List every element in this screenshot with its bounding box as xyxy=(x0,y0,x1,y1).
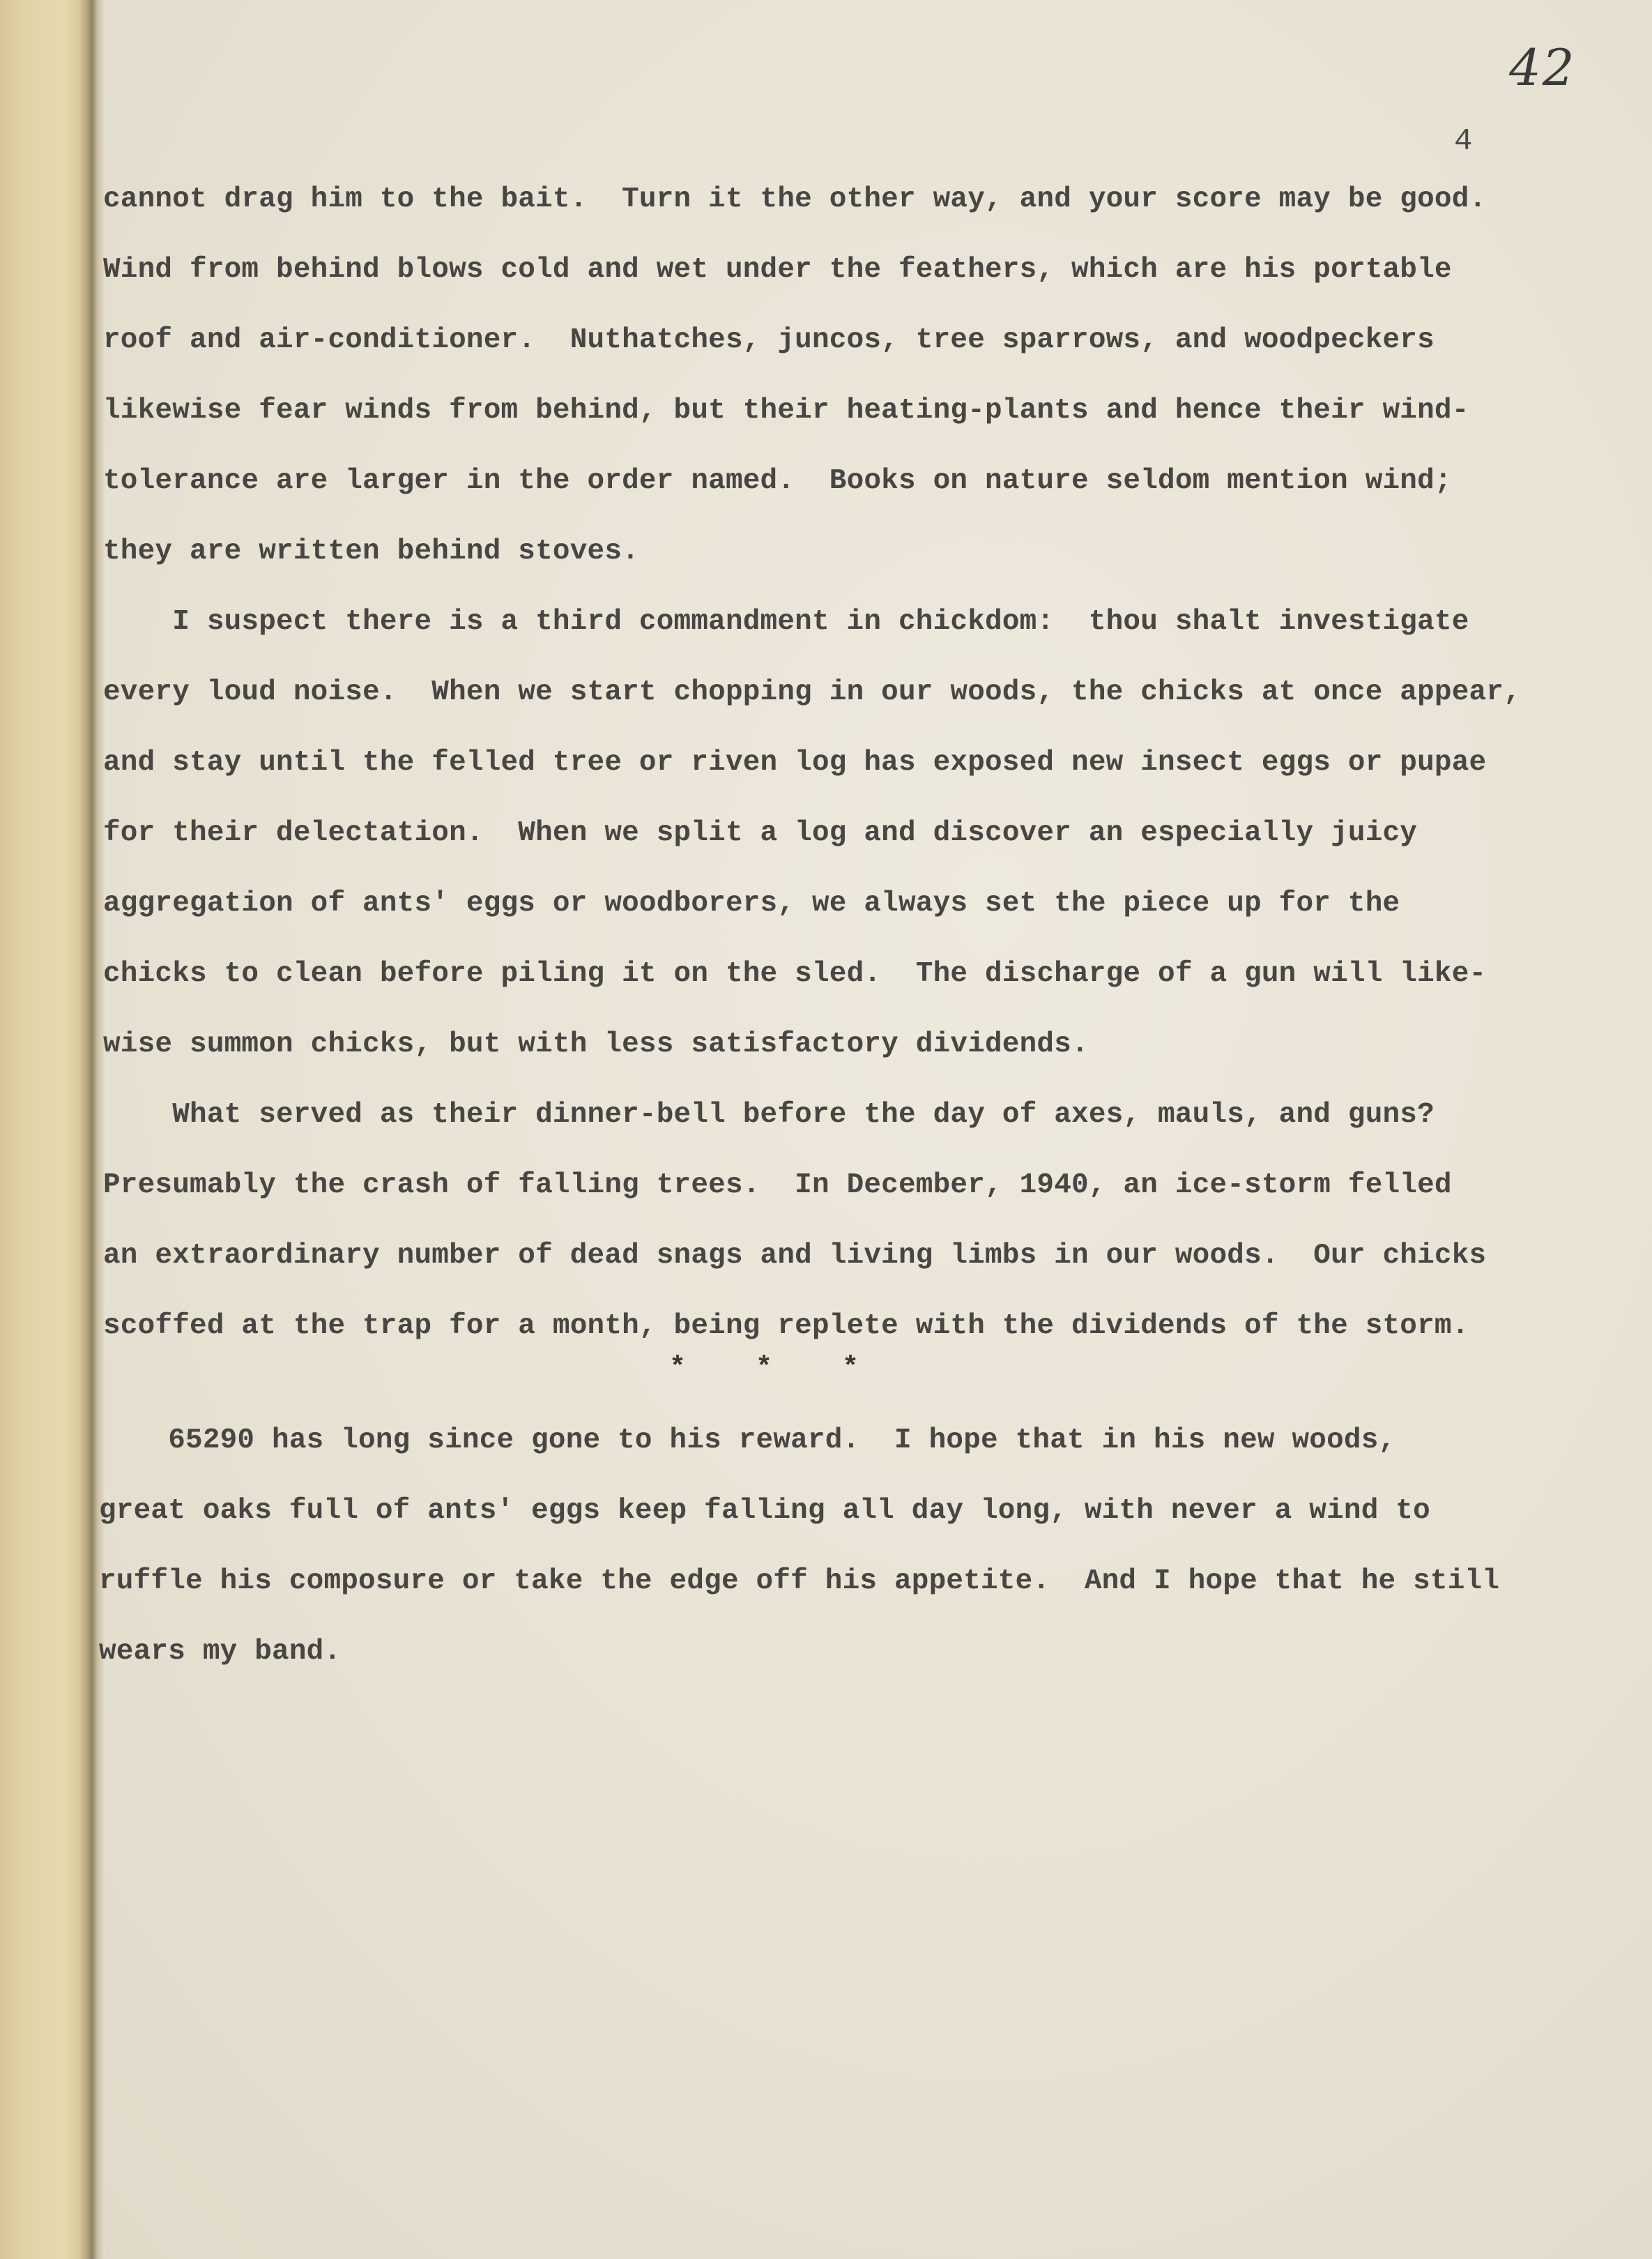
handwritten-page-number: 42 xyxy=(1509,38,1576,97)
text-line: I suspect there is a third commandment in chickdom: thou shalt investigate xyxy=(103,606,1469,638)
text-line: ruffle his composure or take the edge off his appetite. And I hope that he still xyxy=(99,1565,1500,1597)
paragraph-1 xyxy=(103,165,1602,587)
text-line: for their delectation. When we split a log and discover an especially juicy xyxy=(103,817,1418,849)
text-line: and stay until the felled tree or riven log has exposed new insect eggs or pupae xyxy=(103,747,1487,779)
text-line: wise summon chicks, but with less satisfactory dividends. xyxy=(103,1028,1089,1060)
closing-paragraph xyxy=(99,1406,1598,1687)
text-line: wears my band. xyxy=(99,1636,342,1668)
text-line: scoffed at the trap for a month, being replete with the dividends of the storm. xyxy=(103,1310,1469,1342)
typed-page-number: 4 xyxy=(1454,124,1473,159)
text-line: great oaks full of ants' eggs keep falling all day long, with never a wind to xyxy=(99,1495,1430,1527)
text-line: 65290 has long since gone to his reward. I hope that in his new woods, xyxy=(99,1424,1396,1456)
text-line: tolerance are larger in the order named. Books on nature seldom mention wind; xyxy=(103,465,1452,497)
text-line: likewise fear winds from behind, but their heating-plants and hence their wind- xyxy=(103,395,1469,427)
text-line: they are written behind stoves. xyxy=(103,535,639,568)
text-line: roof and air-conditioner. Nuthatches, juncos, tree sparrows, and woodpeckers xyxy=(103,324,1435,356)
page-binding-edge xyxy=(0,0,105,2259)
text-line: Wind from behind blows cold and wet under the feathers, which are his portable xyxy=(103,254,1452,286)
text-line: every loud noise. When we start chopping in our woods, the chicks at once appear, xyxy=(103,676,1521,708)
text-line: Presumably the crash of falling trees. In December, 1940, an ice-storm felled xyxy=(103,1169,1452,1201)
paragraph-3 xyxy=(103,1080,1602,1362)
text-line: cannot drag him to the bait. Turn it the other way, and your score may be good. xyxy=(103,183,1487,215)
body-text xyxy=(103,165,1602,1362)
text-line: What served as their dinner-bell before the day of axes, mauls, and guns? xyxy=(103,1099,1435,1131)
section-separator: * * * xyxy=(669,1353,886,1384)
paragraph-2 xyxy=(103,587,1602,1080)
text-line: aggregation of ants' eggs or woodborers, we always set the piece up for the xyxy=(103,888,1400,920)
text-line: chicks to clean before piling it on the sled. The discharge of a gun will like- xyxy=(103,958,1487,990)
text-line: an extraordinary number of dead snags and living limbs in our woods. Our chicks xyxy=(103,1240,1487,1272)
